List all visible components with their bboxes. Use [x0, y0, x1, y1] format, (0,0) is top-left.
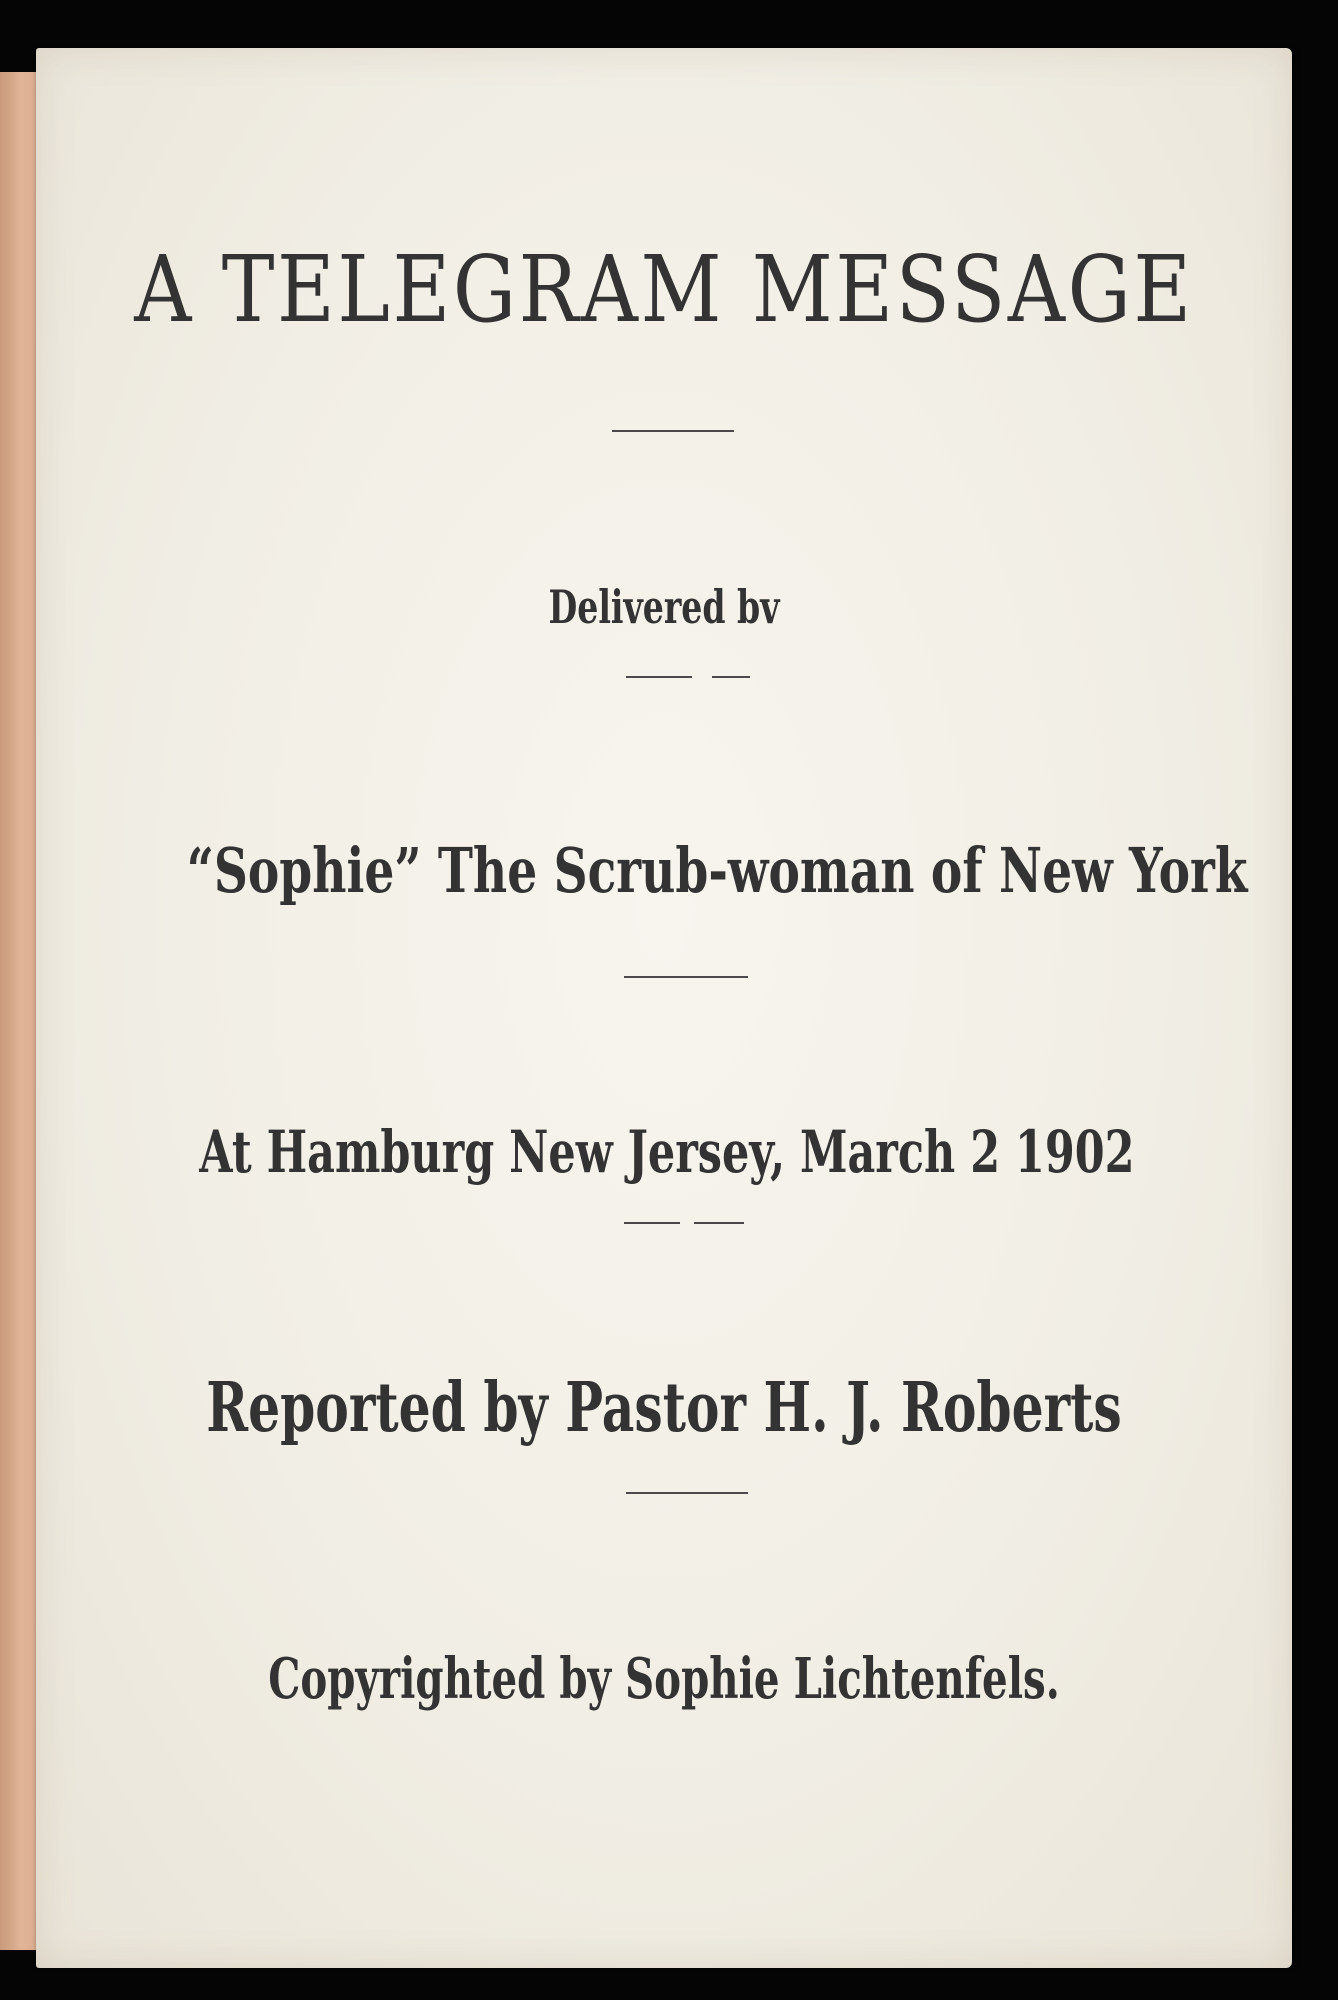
- divider-rule: [626, 676, 692, 678]
- delivered-by-line: Delivered bv: [548, 580, 780, 634]
- divider-rule: [612, 430, 734, 432]
- document-title: A TELEGRAM MESSAGE: [134, 236, 1194, 343]
- title-page: [36, 48, 1292, 1968]
- divider-rule: [712, 676, 750, 678]
- divider-rule: [624, 976, 748, 978]
- reporter-line: Reported by Pastor H. J. Roberts: [206, 1368, 1122, 1448]
- speaker-line: “Sophie” The Scrub-woman of New York: [186, 834, 1248, 907]
- place-date-line: At Hamburg New Jersey, March 2 1902: [199, 1118, 1135, 1186]
- divider-rule: [624, 1222, 680, 1224]
- copyright-line: Copyrighted by Sophie Lichtenfels.: [268, 1646, 1060, 1712]
- divider-rule: [694, 1222, 744, 1224]
- divider-rule: [626, 1492, 748, 1494]
